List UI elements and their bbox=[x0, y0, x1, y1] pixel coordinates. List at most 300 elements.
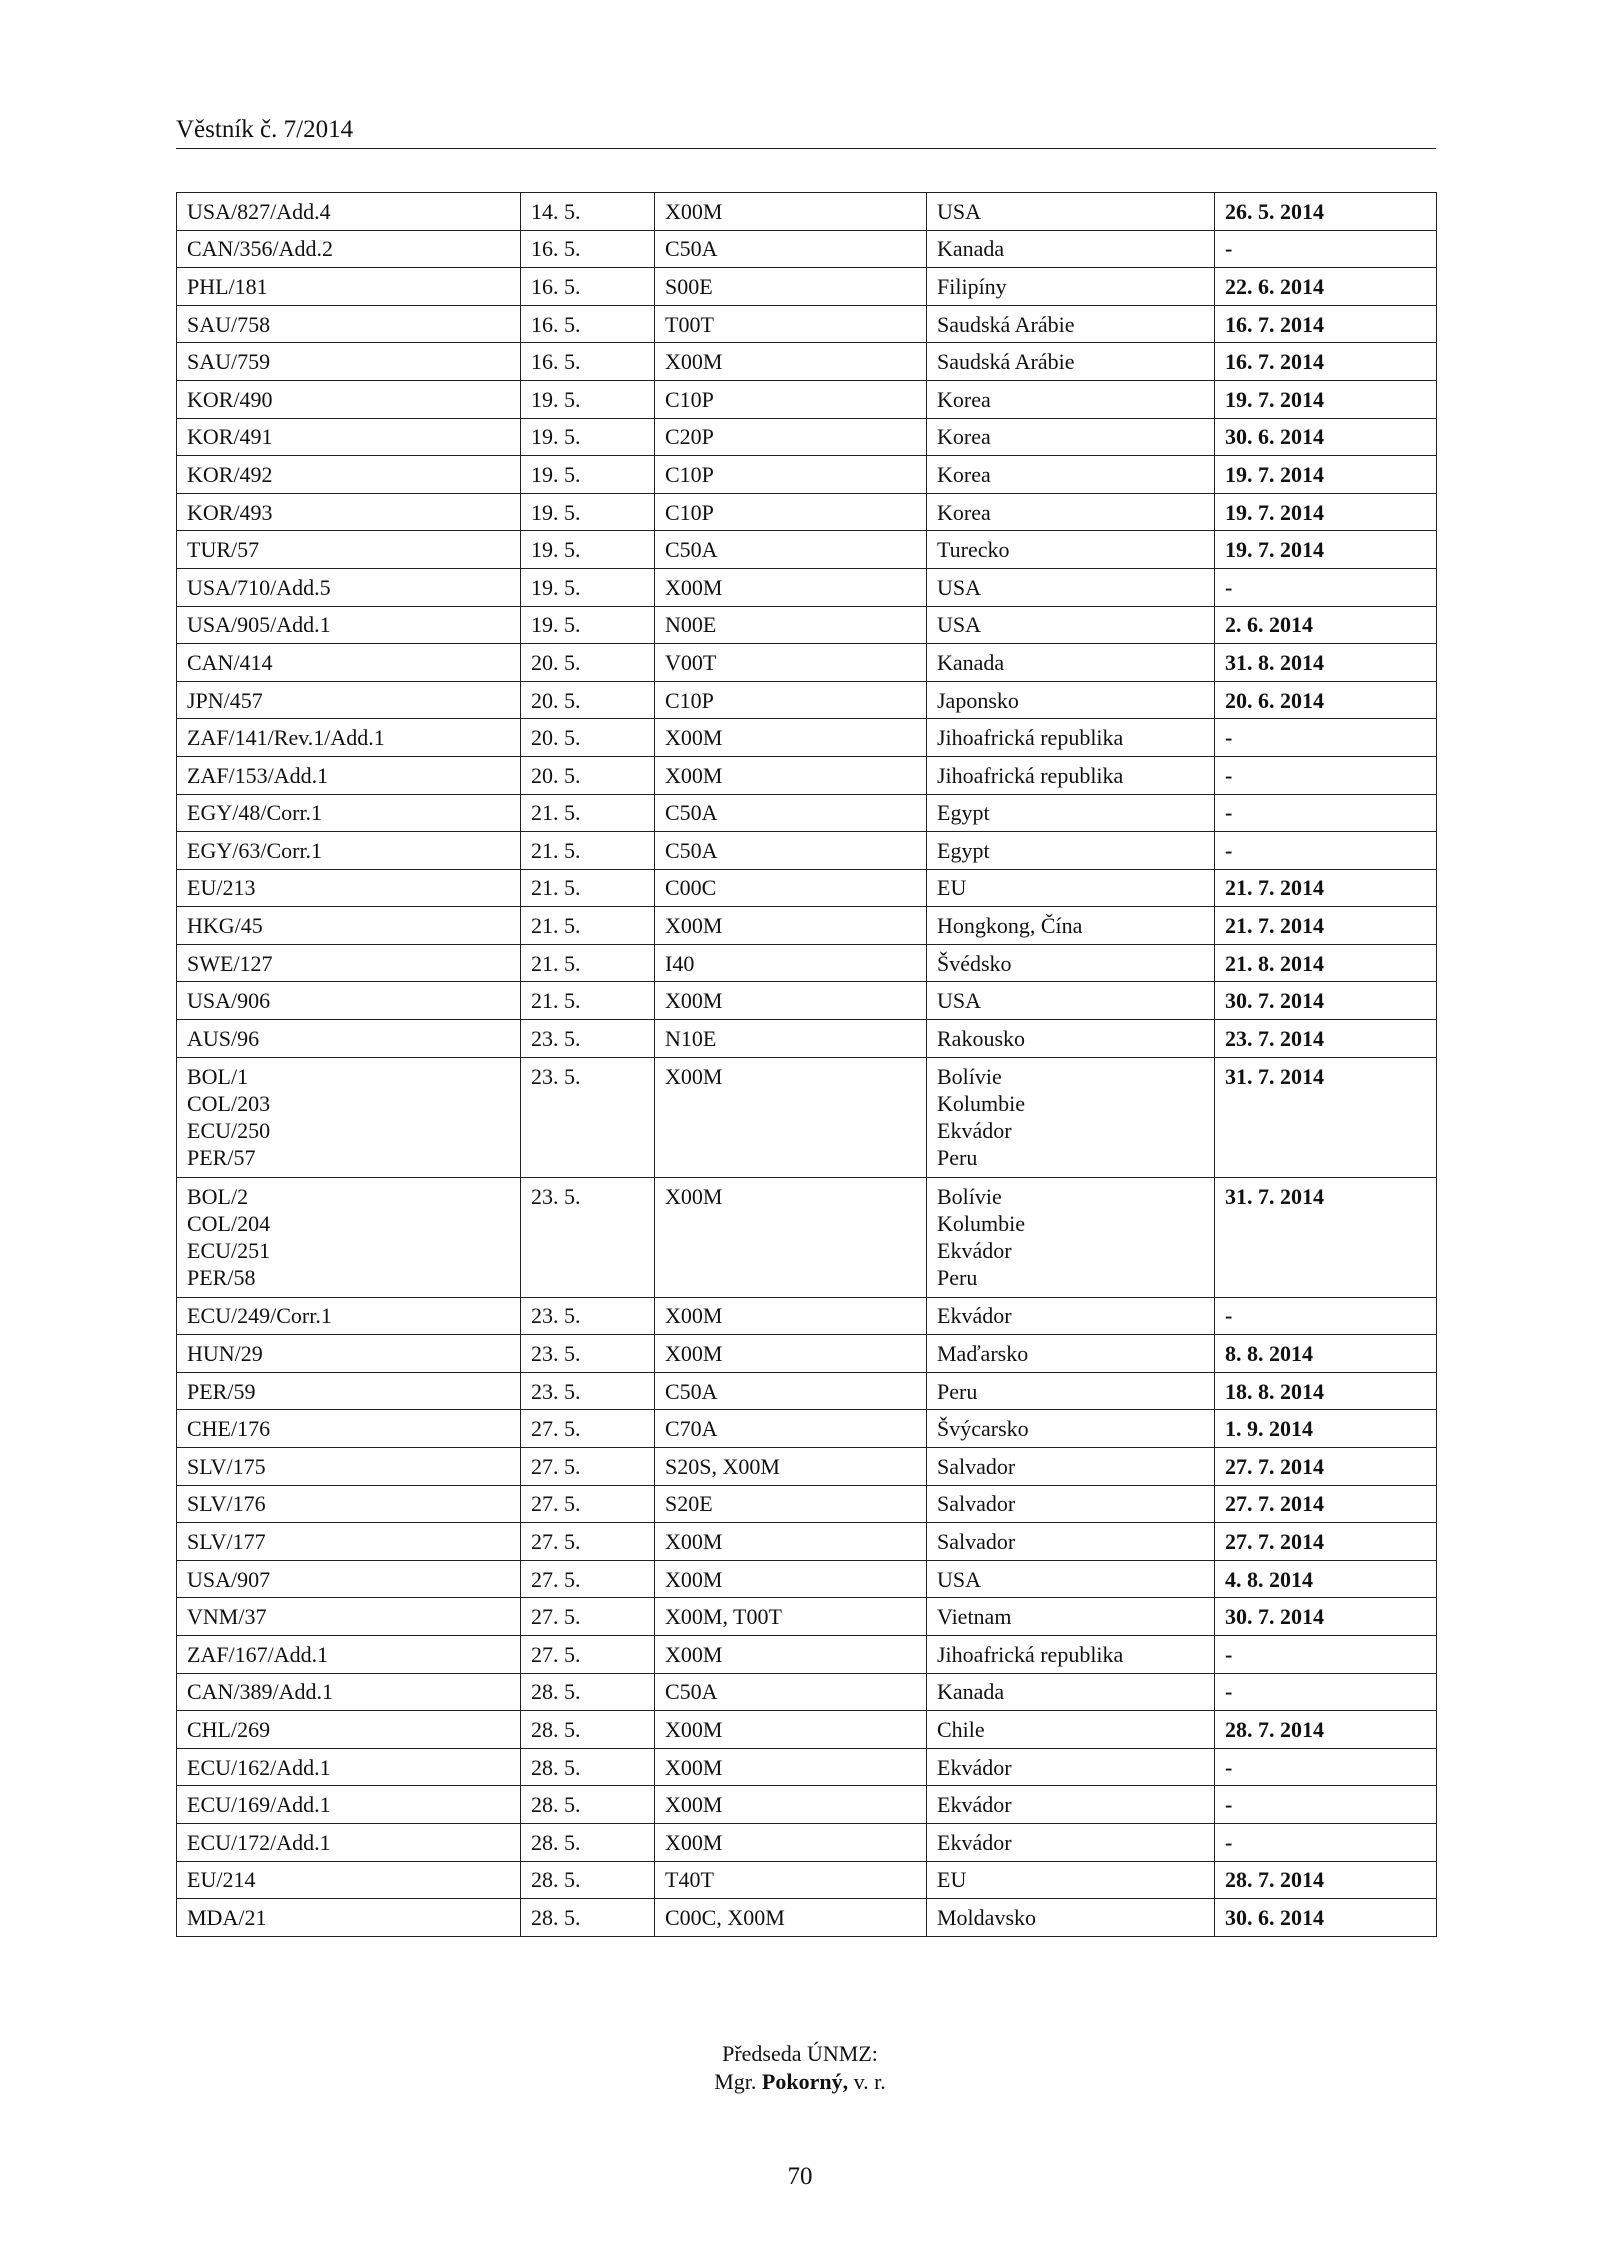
notification-code bbox=[177, 1899, 521, 1937]
table-row bbox=[177, 1636, 1437, 1674]
country bbox=[927, 568, 1215, 606]
notification-code bbox=[177, 1786, 521, 1824]
notification-code bbox=[177, 193, 521, 231]
notification-date: 21. 5. bbox=[521, 907, 655, 945]
notification-code-line: ZAF/141/Rev.1/Add.1 bbox=[187, 725, 385, 751]
country bbox=[927, 606, 1215, 644]
table-row bbox=[177, 1448, 1437, 1486]
page-number: 70 bbox=[787, 2163, 813, 2190]
table-row bbox=[177, 1598, 1437, 1636]
comment-deadline: 22. 6. 2014 bbox=[1215, 268, 1437, 306]
comment-deadline: 26. 5. 2014 bbox=[1215, 193, 1437, 231]
notification-date: 16. 5. bbox=[521, 230, 655, 268]
ics-code: C50A bbox=[655, 832, 927, 870]
notification-date: 23. 5. bbox=[521, 1297, 655, 1335]
signature-block bbox=[0, 2040, 1600, 2096]
country bbox=[927, 1410, 1215, 1448]
table-row bbox=[177, 305, 1437, 343]
country bbox=[927, 1485, 1215, 1523]
country-line: Korea bbox=[937, 386, 991, 412]
notification-date: 16. 5. bbox=[521, 343, 655, 381]
comment-deadline: 30. 6. 2014 bbox=[1215, 1899, 1437, 1937]
country bbox=[927, 869, 1215, 907]
table-row bbox=[177, 531, 1437, 569]
notification-code bbox=[177, 230, 521, 268]
comment-deadline: - bbox=[1215, 756, 1437, 794]
notification-code-line: EU/213 bbox=[187, 875, 256, 901]
country-line: Kanada bbox=[937, 236, 1005, 262]
notification-code-line: KOR/492 bbox=[187, 461, 273, 487]
comment-deadline: 21. 7. 2014 bbox=[1215, 907, 1437, 945]
notification-code-line: ECU/249/Corr.1 bbox=[187, 1303, 332, 1329]
notification-code-line: PHL/181 bbox=[187, 273, 268, 299]
country bbox=[927, 380, 1215, 418]
notification-code-line: CHE/176 bbox=[187, 1416, 271, 1442]
country-line: Filipíny bbox=[937, 273, 1007, 299]
notification-date: 20. 5. bbox=[521, 756, 655, 794]
comment-deadline: 2. 6. 2014 bbox=[1215, 606, 1437, 644]
notification-code bbox=[177, 869, 521, 907]
notification-code bbox=[177, 380, 521, 418]
ics-code: X00M bbox=[655, 1748, 927, 1786]
ics-code: C50A bbox=[655, 1372, 927, 1410]
country-line: Egypt bbox=[937, 800, 990, 826]
comment-deadline: 19. 7. 2014 bbox=[1215, 380, 1437, 418]
country bbox=[927, 1020, 1215, 1058]
comment-deadline: - bbox=[1215, 794, 1437, 832]
table-row bbox=[177, 230, 1437, 268]
country bbox=[927, 1823, 1215, 1861]
country-line: Vietnam bbox=[937, 1604, 1012, 1630]
notification-code-line: JPN/457 bbox=[187, 687, 263, 713]
header-title: Věstník č. 7/2014 bbox=[176, 116, 354, 143]
comment-deadline: 31. 8. 2014 bbox=[1215, 644, 1437, 682]
country bbox=[927, 1861, 1215, 1899]
country-line: Ekvádor bbox=[937, 1303, 1012, 1329]
signature-suffix: v. r. bbox=[853, 2069, 886, 2094]
notification-code bbox=[177, 1523, 521, 1561]
notification-date: 28. 5. bbox=[521, 1823, 655, 1861]
country-line: Ekvádor bbox=[937, 1829, 1012, 1855]
notification-code-line: CAN/414 bbox=[187, 649, 273, 675]
country-line: Korea bbox=[937, 461, 991, 487]
country-line: USA bbox=[937, 574, 982, 600]
notification-date: 21. 5. bbox=[521, 982, 655, 1020]
notification-code bbox=[177, 1020, 521, 1058]
comment-deadline: 16. 7. 2014 bbox=[1215, 343, 1437, 381]
notification-code-line: ECU/251 bbox=[187, 1237, 271, 1263]
notification-code-line: SLV/176 bbox=[187, 1491, 266, 1517]
country-line: Ekvádor bbox=[937, 1754, 1012, 1780]
notification-date: 23. 5. bbox=[521, 1177, 655, 1297]
country-line: Salvador bbox=[937, 1491, 1016, 1517]
country-line: Saudská Arábie bbox=[937, 349, 1075, 375]
notification-code-line: CHL/269 bbox=[187, 1716, 271, 1742]
country bbox=[927, 1636, 1215, 1674]
country-line: Peru bbox=[937, 1144, 978, 1170]
country-line: Ekvádor bbox=[937, 1117, 1012, 1143]
comment-deadline: 28. 7. 2014 bbox=[1215, 1711, 1437, 1749]
table-row bbox=[177, 756, 1437, 794]
ics-code: C10P bbox=[655, 493, 927, 531]
comment-deadline: 27. 7. 2014 bbox=[1215, 1448, 1437, 1486]
ics-code: C50A bbox=[655, 1673, 927, 1711]
ics-code: N10E bbox=[655, 1020, 927, 1058]
country bbox=[927, 1335, 1215, 1373]
notification-code-line: TUR/57 bbox=[187, 537, 260, 563]
ics-code: C70A bbox=[655, 1410, 927, 1448]
table-row bbox=[177, 1899, 1437, 1937]
notification-date: 27. 5. bbox=[521, 1410, 655, 1448]
country-line: EU bbox=[937, 1867, 967, 1893]
notification-date: 23. 5. bbox=[521, 1335, 655, 1373]
notification-code bbox=[177, 493, 521, 531]
country bbox=[927, 1560, 1215, 1598]
notification-code-line: KOR/491 bbox=[187, 424, 273, 450]
country bbox=[927, 305, 1215, 343]
notification-code bbox=[177, 944, 521, 982]
notification-code bbox=[177, 1636, 521, 1674]
country bbox=[927, 719, 1215, 757]
country bbox=[927, 1598, 1215, 1636]
ics-code: C50A bbox=[655, 794, 927, 832]
notification-date: 28. 5. bbox=[521, 1786, 655, 1824]
notification-code bbox=[177, 1861, 521, 1899]
country-line: Hongkong, Čína bbox=[937, 913, 1083, 939]
notification-code bbox=[177, 907, 521, 945]
ics-code: X00M bbox=[655, 193, 927, 231]
notification-code-line: SAU/758 bbox=[187, 311, 271, 337]
country-line: Kanada bbox=[937, 649, 1005, 675]
country-line: Japonsko bbox=[937, 687, 1019, 713]
country bbox=[927, 456, 1215, 494]
notification-code-line: ZAF/167/Add.1 bbox=[187, 1641, 329, 1667]
country-line: Švédsko bbox=[937, 950, 1012, 976]
country-line: EU bbox=[937, 875, 967, 901]
notification-date: 21. 5. bbox=[521, 794, 655, 832]
notification-date: 28. 5. bbox=[521, 1711, 655, 1749]
country bbox=[927, 1057, 1215, 1177]
country-line: Bolívie bbox=[937, 1063, 1002, 1089]
notification-code bbox=[177, 1711, 521, 1749]
notification-date: 27. 5. bbox=[521, 1523, 655, 1561]
table-row bbox=[177, 794, 1437, 832]
country-line: Jihoafrická republika bbox=[937, 762, 1124, 788]
ics-code: C20P bbox=[655, 418, 927, 456]
country-line: Kolumbie bbox=[937, 1090, 1025, 1116]
ics-code: X00M, T00T bbox=[655, 1598, 927, 1636]
notification-code-line: USA/905/Add.1 bbox=[187, 612, 331, 638]
comment-deadline: 19. 7. 2014 bbox=[1215, 531, 1437, 569]
page-header bbox=[176, 112, 1436, 149]
comment-deadline: 31. 7. 2014 bbox=[1215, 1177, 1437, 1297]
country-line: Turecko bbox=[937, 537, 1010, 563]
table-row bbox=[177, 1711, 1437, 1749]
notification-code bbox=[177, 1410, 521, 1448]
notification-code-line: HUN/29 bbox=[187, 1341, 263, 1367]
notification-date: 16. 5. bbox=[521, 268, 655, 306]
table-row bbox=[177, 1748, 1437, 1786]
table-row bbox=[177, 1020, 1437, 1058]
notification-date: 20. 5. bbox=[521, 719, 655, 757]
notification-code-line: ZAF/153/Add.1 bbox=[187, 762, 329, 788]
notification-code-line: AUS/96 bbox=[187, 1025, 260, 1051]
table-row bbox=[177, 1673, 1437, 1711]
notification-code bbox=[177, 1372, 521, 1410]
table-row bbox=[177, 1335, 1437, 1373]
signature-role: Předseda ÚNMZ: bbox=[722, 2041, 878, 2066]
notification-code-line: EGY/63/Corr.1 bbox=[187, 837, 323, 863]
notification-date: 19. 5. bbox=[521, 418, 655, 456]
ics-code: X00M bbox=[655, 719, 927, 757]
table-row bbox=[177, 493, 1437, 531]
notification-date: 28. 5. bbox=[521, 1899, 655, 1937]
notification-code-line: KOR/490 bbox=[187, 386, 273, 412]
ics-code: T40T bbox=[655, 1861, 927, 1899]
country-line: Salvador bbox=[937, 1529, 1016, 1555]
notification-code-line: ECU/162/Add.1 bbox=[187, 1754, 331, 1780]
notification-date: 28. 5. bbox=[521, 1861, 655, 1899]
table-row bbox=[177, 1297, 1437, 1335]
country-line: Maďarsko bbox=[937, 1341, 1029, 1367]
ics-code: C00C, X00M bbox=[655, 1899, 927, 1937]
notification-code bbox=[177, 456, 521, 494]
table-row bbox=[177, 1372, 1437, 1410]
notification-date: 19. 5. bbox=[521, 531, 655, 569]
comment-deadline: 16. 7. 2014 bbox=[1215, 305, 1437, 343]
ics-code: C50A bbox=[655, 531, 927, 569]
country-line: Chile bbox=[937, 1716, 985, 1742]
country-line: Peru bbox=[937, 1264, 978, 1290]
signature-name: Pokorný, bbox=[761, 2069, 849, 2094]
country-line: USA bbox=[937, 1566, 982, 1592]
comment-deadline: - bbox=[1215, 1636, 1437, 1674]
table-row bbox=[177, 343, 1437, 381]
country bbox=[927, 1899, 1215, 1937]
notification-code-line: EU/214 bbox=[187, 1867, 256, 1893]
notification-date: 27. 5. bbox=[521, 1448, 655, 1486]
table-row bbox=[177, 193, 1437, 231]
comment-deadline: 30. 6. 2014 bbox=[1215, 418, 1437, 456]
notification-date: 19. 5. bbox=[521, 493, 655, 531]
comment-deadline: 27. 7. 2014 bbox=[1215, 1523, 1437, 1561]
country bbox=[927, 944, 1215, 982]
notification-date: 19. 5. bbox=[521, 606, 655, 644]
table-row bbox=[177, 719, 1437, 757]
notification-code-line: SLV/175 bbox=[187, 1453, 266, 1479]
notification-code bbox=[177, 268, 521, 306]
table-row bbox=[177, 1823, 1437, 1861]
country bbox=[927, 756, 1215, 794]
comment-deadline: 27. 7. 2014 bbox=[1215, 1485, 1437, 1523]
table-row bbox=[177, 644, 1437, 682]
country-line: Peru bbox=[937, 1378, 978, 1404]
notification-date: 23. 5. bbox=[521, 1020, 655, 1058]
notification-date: 27. 5. bbox=[521, 1598, 655, 1636]
notification-code bbox=[177, 1748, 521, 1786]
comment-deadline: - bbox=[1215, 1786, 1437, 1824]
table-row bbox=[177, 982, 1437, 1020]
comment-deadline: 8. 8. 2014 bbox=[1215, 1335, 1437, 1373]
table-row bbox=[177, 1861, 1437, 1899]
notification-code-line: CAN/356/Add.2 bbox=[187, 236, 334, 262]
country bbox=[927, 268, 1215, 306]
country-line: Rakousko bbox=[937, 1025, 1025, 1051]
ics-code: T00T bbox=[655, 305, 927, 343]
notification-code bbox=[177, 1448, 521, 1486]
country bbox=[927, 1748, 1215, 1786]
country bbox=[927, 644, 1215, 682]
table-row bbox=[177, 606, 1437, 644]
country-line: Bolívie bbox=[937, 1183, 1002, 1209]
comment-deadline: 30. 7. 2014 bbox=[1215, 1598, 1437, 1636]
table-row bbox=[177, 944, 1437, 982]
country bbox=[927, 1448, 1215, 1486]
comment-deadline: - bbox=[1215, 719, 1437, 757]
ics-code: X00M bbox=[655, 343, 927, 381]
country bbox=[927, 1372, 1215, 1410]
table-row bbox=[177, 869, 1437, 907]
notification-date: 14. 5. bbox=[521, 193, 655, 231]
country bbox=[927, 1786, 1215, 1824]
country-line: Korea bbox=[937, 499, 991, 525]
comment-deadline: 1. 9. 2014 bbox=[1215, 1410, 1437, 1448]
comment-deadline: 28. 7. 2014 bbox=[1215, 1861, 1437, 1899]
country bbox=[927, 418, 1215, 456]
country bbox=[927, 531, 1215, 569]
comment-deadline: 21. 7. 2014 bbox=[1215, 869, 1437, 907]
table-row bbox=[177, 1523, 1437, 1561]
ics-code: V00T bbox=[655, 644, 927, 682]
country-line: USA bbox=[937, 198, 982, 224]
notification-code-line: PER/57 bbox=[187, 1144, 256, 1170]
notification-code bbox=[177, 568, 521, 606]
notification-code bbox=[177, 1598, 521, 1636]
comment-deadline: 23. 7. 2014 bbox=[1215, 1020, 1437, 1058]
notification-code bbox=[177, 305, 521, 343]
comment-deadline: - bbox=[1215, 1297, 1437, 1335]
comment-deadline: - bbox=[1215, 832, 1437, 870]
notification-code bbox=[177, 531, 521, 569]
country-line: Saudská Arábie bbox=[937, 311, 1075, 337]
ics-code: S20S, X00M bbox=[655, 1448, 927, 1486]
notification-code bbox=[177, 1177, 521, 1297]
notification-code-line: USA/906 bbox=[187, 988, 271, 1014]
ics-code: X00M bbox=[655, 1057, 927, 1177]
table-row bbox=[177, 681, 1437, 719]
ics-code: X00M bbox=[655, 1823, 927, 1861]
ics-code: X00M bbox=[655, 1177, 927, 1297]
notification-code bbox=[177, 1823, 521, 1861]
notification-date: 20. 5. bbox=[521, 644, 655, 682]
country bbox=[927, 1177, 1215, 1297]
notification-code-line: ECU/169/Add.1 bbox=[187, 1792, 331, 1818]
country-line: Ekvádor bbox=[937, 1792, 1012, 1818]
ics-code: S20E bbox=[655, 1485, 927, 1523]
notification-date: 27. 5. bbox=[521, 1485, 655, 1523]
comment-deadline: 19. 7. 2014 bbox=[1215, 456, 1437, 494]
country bbox=[927, 832, 1215, 870]
notification-date: 21. 5. bbox=[521, 869, 655, 907]
notification-code bbox=[177, 606, 521, 644]
comment-deadline: - bbox=[1215, 230, 1437, 268]
country bbox=[927, 343, 1215, 381]
notification-date: 23. 5. bbox=[521, 1372, 655, 1410]
notification-code-line: BOL/1 bbox=[187, 1063, 249, 1089]
notification-code bbox=[177, 644, 521, 682]
country bbox=[927, 1673, 1215, 1711]
notification-code-line: KOR/493 bbox=[187, 499, 273, 525]
country-line: Salvador bbox=[937, 1453, 1016, 1479]
country bbox=[927, 1523, 1215, 1561]
ics-code: X00M bbox=[655, 568, 927, 606]
country bbox=[927, 1297, 1215, 1335]
notification-code bbox=[177, 756, 521, 794]
notification-date: 19. 5. bbox=[521, 380, 655, 418]
notification-date: 27. 5. bbox=[521, 1636, 655, 1674]
ics-code: N00E bbox=[655, 606, 927, 644]
country-line: Kolumbie bbox=[937, 1210, 1025, 1236]
table-row bbox=[177, 907, 1437, 945]
ics-code: X00M bbox=[655, 756, 927, 794]
notification-code-line: MDA/21 bbox=[187, 1904, 267, 1930]
notification-code-line: ECU/250 bbox=[187, 1117, 271, 1143]
notification-date: 23. 5. bbox=[521, 1057, 655, 1177]
ics-code: X00M bbox=[655, 1297, 927, 1335]
notification-code-line: CAN/389/Add.1 bbox=[187, 1679, 334, 1705]
country bbox=[927, 193, 1215, 231]
notification-code bbox=[177, 1057, 521, 1177]
country-line: USA bbox=[937, 988, 982, 1014]
notification-code-line: SAU/759 bbox=[187, 349, 271, 375]
ics-code: C10P bbox=[655, 456, 927, 494]
notification-code bbox=[177, 719, 521, 757]
ics-code: C00C bbox=[655, 869, 927, 907]
table-body bbox=[177, 193, 1437, 1937]
ics-code: C10P bbox=[655, 380, 927, 418]
notification-code-line: ECU/172/Add.1 bbox=[187, 1829, 331, 1855]
notification-date: 21. 5. bbox=[521, 944, 655, 982]
notification-code bbox=[177, 1673, 521, 1711]
table-row bbox=[177, 1485, 1437, 1523]
signature-prefix: Mgr. bbox=[714, 2069, 757, 2094]
notification-code-line: USA/907 bbox=[187, 1566, 271, 1592]
ics-code: X00M bbox=[655, 1335, 927, 1373]
notification-code bbox=[177, 1485, 521, 1523]
notification-date: 20. 5. bbox=[521, 681, 655, 719]
country-line: Jihoafrická republika bbox=[937, 1641, 1124, 1667]
notification-code-line: COL/203 bbox=[187, 1090, 271, 1116]
notification-date: 19. 5. bbox=[521, 568, 655, 606]
country-line: Egypt bbox=[937, 837, 990, 863]
notification-code-line: SLV/177 bbox=[187, 1529, 266, 1555]
ics-code: X00M bbox=[655, 1636, 927, 1674]
notification-date: 19. 5. bbox=[521, 456, 655, 494]
notification-code bbox=[177, 794, 521, 832]
notification-code-line: EGY/48/Corr.1 bbox=[187, 800, 323, 826]
table-row bbox=[177, 1410, 1437, 1448]
ics-code: X00M bbox=[655, 1560, 927, 1598]
notification-date: 21. 5. bbox=[521, 832, 655, 870]
ics-code: X00M bbox=[655, 1523, 927, 1561]
ics-code: I40 bbox=[655, 944, 927, 982]
country-line: USA bbox=[937, 612, 982, 638]
country bbox=[927, 681, 1215, 719]
comment-deadline: 4. 8. 2014 bbox=[1215, 1560, 1437, 1598]
country-line: Ekvádor bbox=[937, 1237, 1012, 1263]
country-line: Jihoafrická republika bbox=[937, 725, 1124, 751]
ics-code: X00M bbox=[655, 1786, 927, 1824]
